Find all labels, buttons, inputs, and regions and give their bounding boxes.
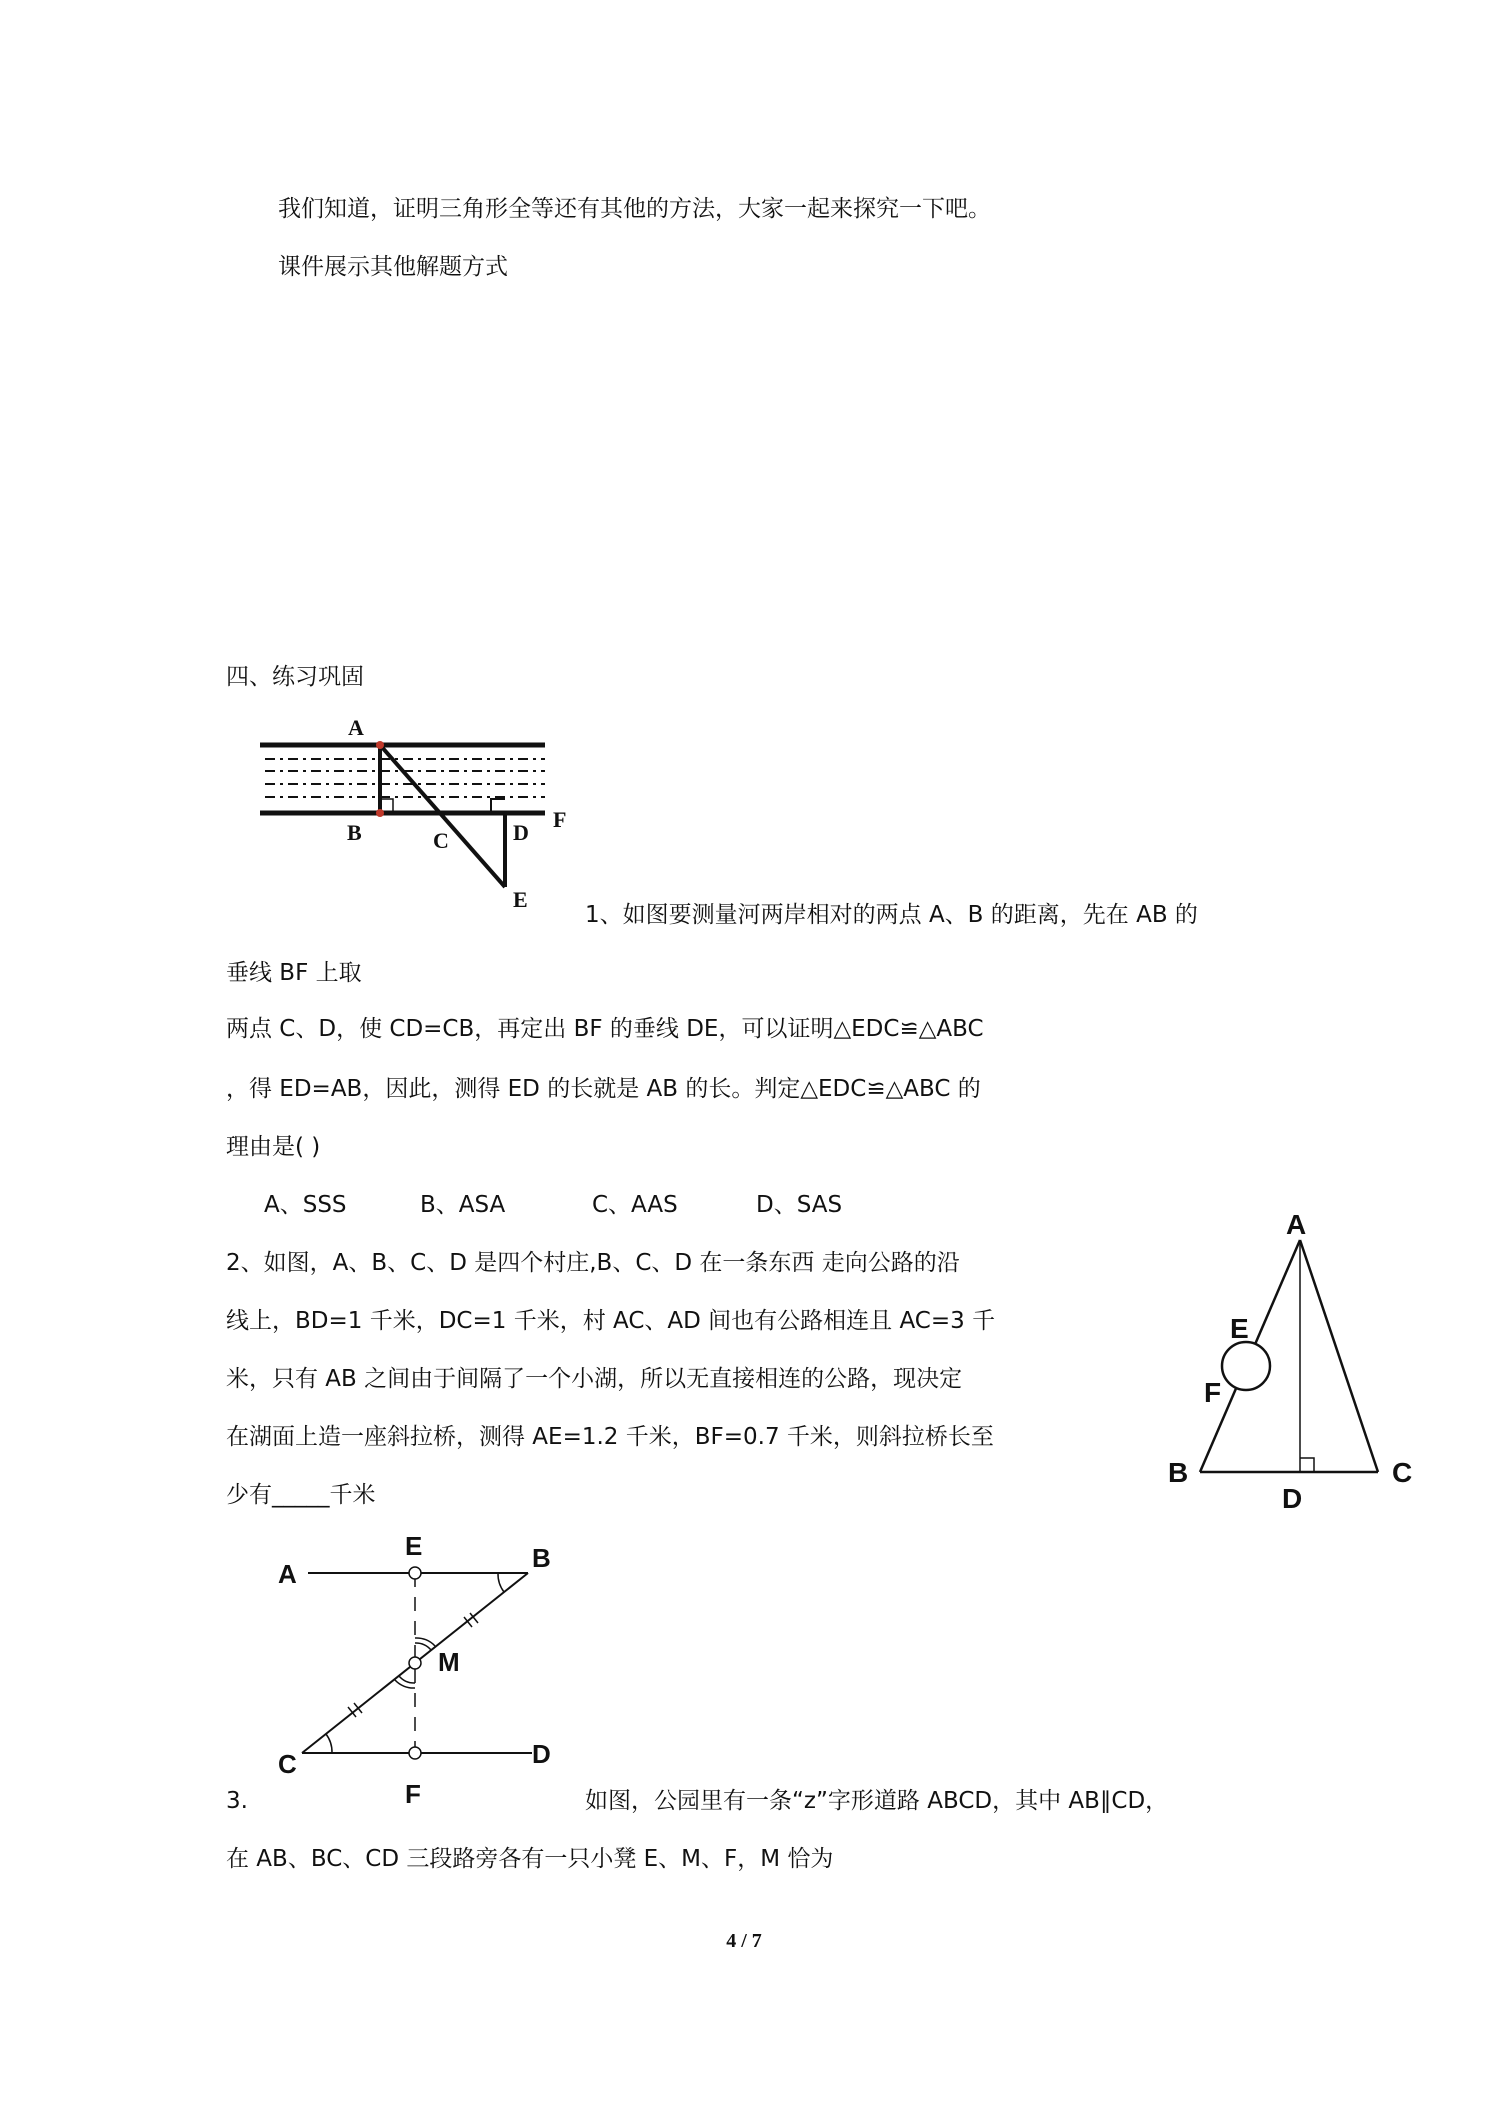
q3-label-a: A xyxy=(278,1559,297,1589)
q1-option-b: B、ASA xyxy=(420,1192,506,1218)
q3-number: 3. xyxy=(226,1788,248,1814)
q3-line-2: 在 AB、BC、CD 三段路旁各有一只小凳 E、M、F，M 恰为 xyxy=(226,1846,834,1872)
q3-label-c: C xyxy=(278,1749,297,1779)
q1-line-1: 1、如图要测量河两岸相对的两点 A、B 的距离，先在 AB 的 xyxy=(585,902,1198,928)
q3-label-f: F xyxy=(405,1779,421,1809)
q3-label-b: B xyxy=(532,1543,551,1573)
q2-label-d: D xyxy=(1282,1483,1303,1514)
q1-river-figure xyxy=(255,715,585,915)
intro-line-1: 我们知道，证明三角形全等还有其他的方法，大家一起来探究一下吧。 xyxy=(278,196,991,222)
q2-line-1: 2、如图，A、B、C、D 是四个村庄,B、C、D 在一条东西 走向公路的沿 xyxy=(226,1250,960,1276)
page-number: 4 / 7 xyxy=(726,1930,762,1952)
q2-line-4: 在湖面上造一座斜拉桥，测得 AE=1.2 千米，BF=0.7 千米，则斜拉桥长至 xyxy=(226,1424,994,1450)
q2-label-c: C xyxy=(1392,1457,1413,1488)
q3-label-m: M xyxy=(438,1647,460,1677)
section-4-title: 四、练习巩固 xyxy=(226,664,364,690)
q1-line-3: 两点 C、D，使 CD=CB，再定出 BF 的垂线 DE，可以证明△EDC≌△ABC xyxy=(226,1016,984,1042)
q1-option-d: D、SAS xyxy=(756,1192,843,1218)
q2-line-5: 少有_____千米 xyxy=(226,1482,376,1508)
q1-option-a: A、SSS xyxy=(264,1192,347,1218)
q1-label-d: D xyxy=(513,820,529,845)
q3-z-road-figure xyxy=(270,1535,580,1820)
q1-line-4: ，得 ED=AB，因此，测得 ED 的长就是 AB 的长。判定△EDC≌△ABC 的 xyxy=(226,1076,981,1102)
q2-label-e: E xyxy=(1230,1313,1249,1344)
q3-label-e: E xyxy=(405,1535,423,1561)
q2-line-2: 线上，BD=1 千米，DC=1 千米，村 AC、AD 间也有公路相连且 AC=3 千 xyxy=(226,1308,996,1334)
q1-label-e: E xyxy=(513,887,528,912)
q1-line-2: 垂线 BF 上取 xyxy=(226,960,362,986)
q1-option-c: C、AAS xyxy=(592,1192,678,1218)
intro-line-2: 课件展示其他解题方式 xyxy=(278,254,508,280)
q1-line-5: 理由是( ) xyxy=(226,1134,321,1160)
q2-label-a: A xyxy=(1286,1210,1307,1240)
q1-label-b: B xyxy=(347,820,362,845)
q3-line-1: 如图，公园里有一条“z”字形道路 ABCD，其中 AB∥CD， xyxy=(585,1788,1169,1814)
q1-label-c: C xyxy=(433,828,449,853)
q2-label-b: B xyxy=(1168,1457,1189,1488)
q1-label-f: F xyxy=(553,807,567,832)
q2-label-f: F xyxy=(1204,1377,1222,1408)
q2-triangle-figure xyxy=(1160,1210,1430,1520)
q1-label-a: A xyxy=(348,715,364,740)
q2-line-3: 米，只有 AB 之间由于间隔了一个小湖，所以无直接相连的公路，现决定 xyxy=(226,1366,963,1392)
q3-label-d: D xyxy=(532,1739,551,1769)
